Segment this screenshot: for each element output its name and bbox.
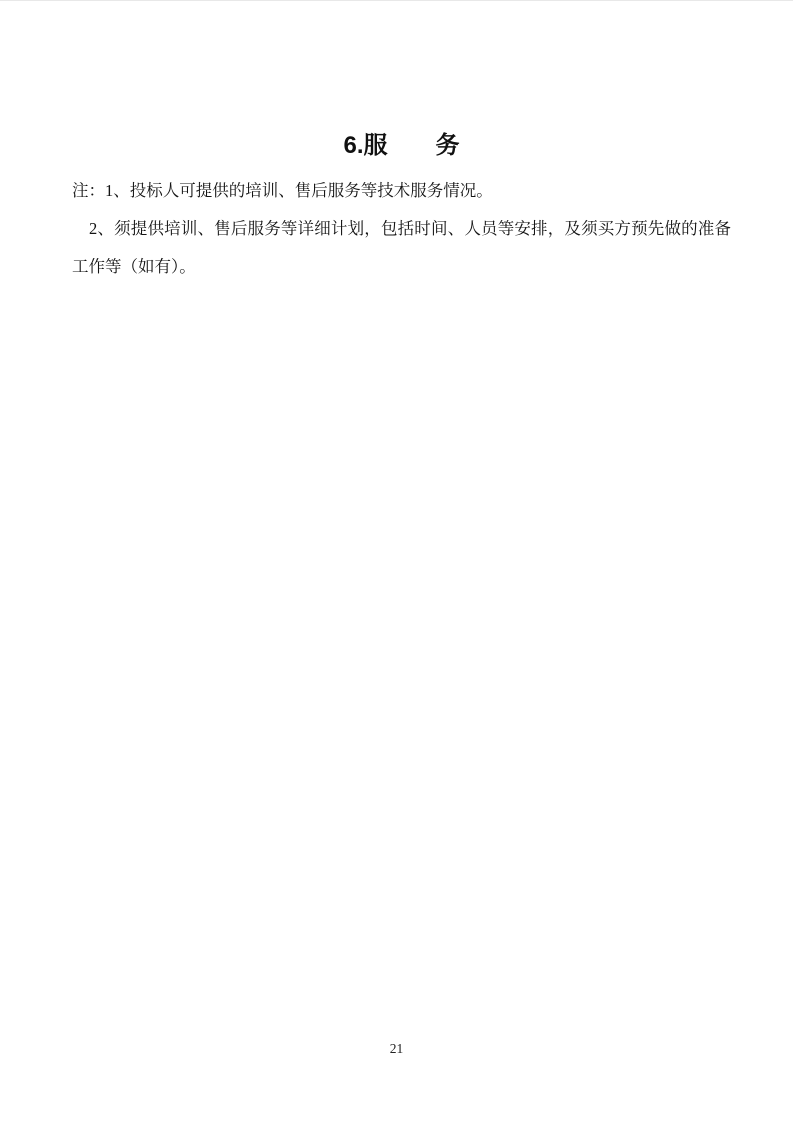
note-paragraph-1: 注：1、投标人可提供的培训、售后服务等技术服务情况。 bbox=[72, 181, 493, 200]
page-number: 21 bbox=[389, 1041, 404, 1056]
note-paragraph-2: 2、须提供培训、售后服务等详细计划，包括时间、人员等安排，及须买方预先做的准备工作等（如有）。 bbox=[72, 219, 731, 276]
section-title: 6.服 务 bbox=[343, 132, 460, 159]
